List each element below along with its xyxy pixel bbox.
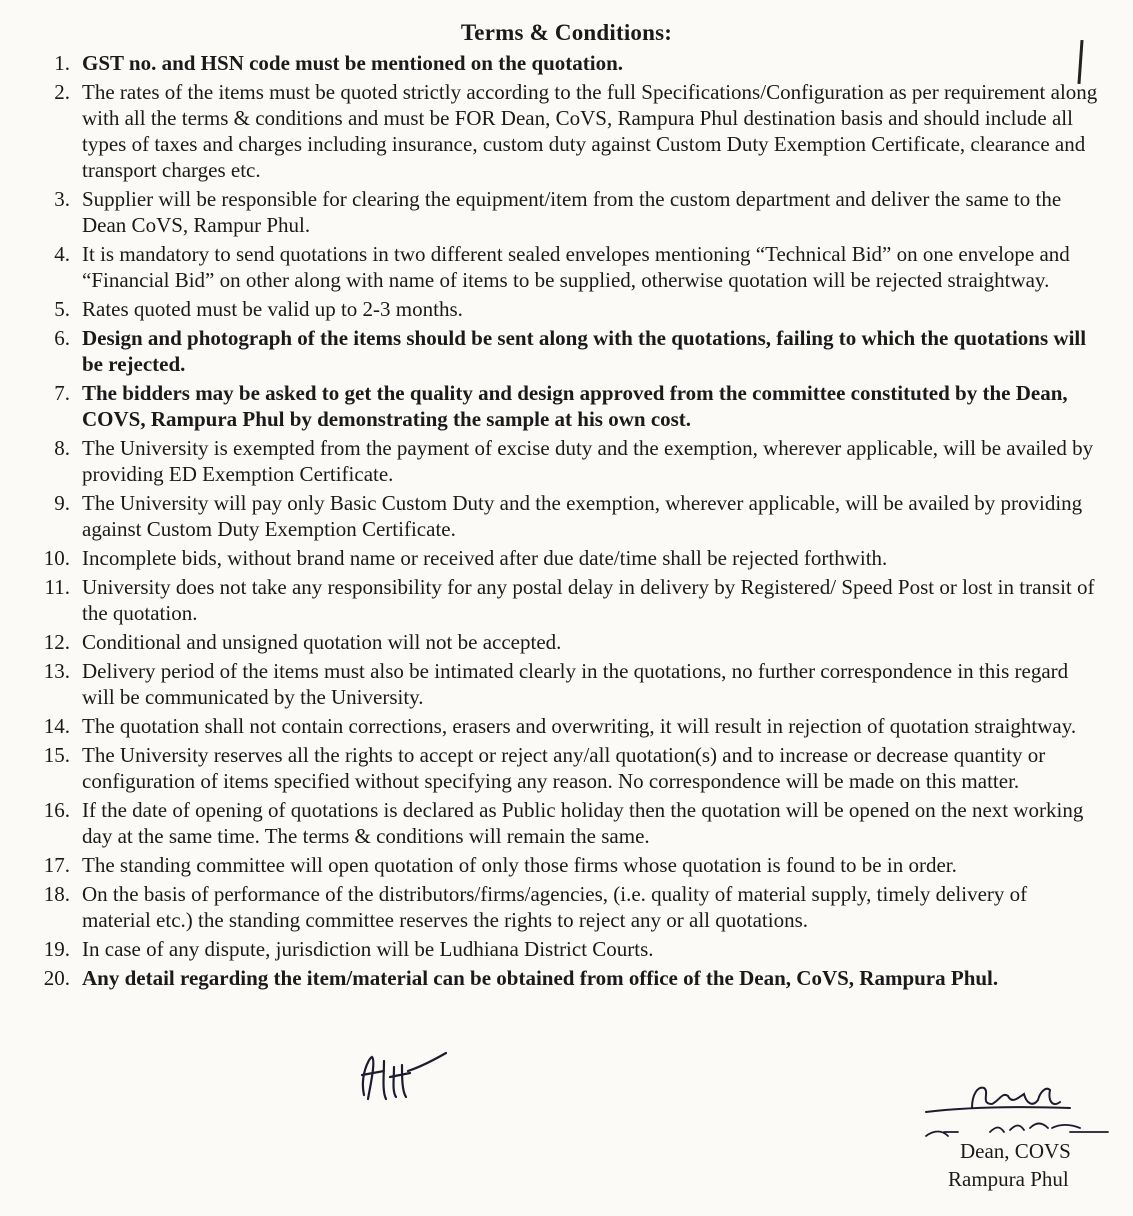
term-item: [18, 50, 1098, 76]
term-text: Any detail regarding the item/material can be obtained from office of the Dean, CoVS, Rampura Phul.: [82, 966, 999, 990]
term-text: Design and photograph of the items should be sent along with the quotations, failing to which the quotations will be rejected.: [82, 326, 1087, 376]
term-number: 3.: [54, 187, 70, 211]
term-number: 14.: [43, 714, 70, 738]
term-text: The quotation shall not contain corrections, erasers and overwriting, it will result in rejection of quotation straightway.: [82, 714, 1077, 738]
term-text: Supplier will be responsible for clearing the equipment/item from the custom department and deliver the same to the Dean CoVS, Rampur Phul.: [82, 187, 1062, 237]
term-item: [18, 380, 1098, 432]
term-text: On the basis of performance of the distributors/firms/agencies, (i.e. quality of material supply, timely delivery of material etc.) the standing committee reserves the rights to reject any or all quotations.: [82, 882, 1028, 932]
term-item: [18, 435, 1098, 487]
term-text: University does not take any responsibility for any postal delay in delivery by Registered/ Speed Post or lost in transit of the quotation.: [82, 575, 1095, 625]
term-text: Delivery period of the items must also be intimated clearly in the quotations, no further correspondence in this regard will be communicated by the University.: [82, 659, 1069, 709]
term-text: The rates of the items must be quoted strictly according to the full Specifications/Configuration as per requirement along with all the terms & conditions and must be FOR Dean, CoVS, Rampura Phul destination basis and should include all types of taxes and charges including insurance, custom duty against Custom Duty Exemption Certificate, clearance and transport charges etc.: [82, 80, 1098, 182]
term-item: [18, 713, 1098, 739]
term-text: GST no. and HSN code must be mentioned on the quotation.: [82, 51, 624, 75]
term-item: [18, 852, 1098, 878]
term-number: 1.: [54, 51, 70, 75]
term-number: 8.: [54, 436, 70, 460]
term-number: 20.: [43, 966, 70, 990]
term-text: The University will pay only Basic Custom Duty and the exemption, wherever applicable, will be availed by providing against Custom Duty Exemption Certificate.: [82, 491, 1083, 541]
term-number: 15.: [43, 743, 70, 767]
term-number: 16.: [43, 798, 70, 822]
term-item: [18, 325, 1098, 377]
initials-scribble: [350, 1047, 460, 1107]
term-item: [18, 241, 1098, 293]
signatory-designation: Dean, COVS: [960, 1139, 1071, 1163]
term-text: The University reserves all the rights to accept or reject any/all quotation(s) and to increase or decrease quantity or configuration of items specified without specifying any reason. No correspondence will be made on this matter.: [82, 743, 1046, 793]
signature-block: [920, 1078, 1110, 1196]
term-number: 2.: [54, 80, 70, 104]
term-number: 9.: [54, 491, 70, 515]
term-text: It is mandatory to send quotations in two different sealed envelopes mentioning “Technical Bid” on one envelope and “Financial Bid” on other along with name of items to be supplied, otherwise quotation will be rejected straightway.: [82, 242, 1070, 292]
term-number: 5.: [54, 297, 70, 321]
term-item: [18, 629, 1098, 655]
term-text: If the date of opening of quotations is declared as Public holiday then the quotation will be opened on the next working day at the same time. The terms & conditions will remain the same.: [82, 798, 1084, 848]
term-number: 10.: [43, 546, 70, 570]
term-item: [18, 742, 1098, 794]
signatory-place: Rampura Phul: [948, 1167, 1069, 1191]
term-item: [18, 574, 1098, 626]
term-number: 19.: [43, 937, 70, 961]
term-number: 4.: [54, 242, 70, 266]
term-number: 6.: [54, 326, 70, 350]
term-number: 18.: [43, 882, 70, 906]
term-item: [18, 79, 1098, 183]
term-text: The bidders may be asked to get the quality and design approved from the committee constituted by the Dean, COVS, Rampura Phul by demonstrating the sample at his own cost.: [82, 381, 1068, 431]
term-item: [18, 490, 1098, 542]
term-item: [18, 965, 1098, 991]
document-title: Terms & Conditions:: [460, 20, 673, 45]
term-number: 7.: [54, 381, 70, 405]
term-item: [18, 658, 1098, 710]
term-text: In case of any dispute, jurisdiction will be Ludhiana District Courts.: [82, 937, 654, 961]
term-text: Conditional and unsigned quotation will not be accepted.: [82, 630, 562, 654]
term-text: Rates quoted must be valid up to 2-3 months.: [82, 297, 463, 321]
term-number: 13.: [43, 659, 70, 683]
term-number: 17.: [43, 853, 70, 877]
handwritten-signature: [920, 1078, 1110, 1140]
term-text: Incomplete bids, without brand name or received after due date/time shall be rejected forthwith.: [82, 546, 888, 570]
term-item: [18, 881, 1098, 933]
term-text: The University is exempted from the payment of excise duty and the exemption, wherever applicable, will be availed by providing ED Exemption Certificate.: [82, 436, 1094, 486]
term-item: [18, 797, 1098, 849]
term-item: [18, 296, 1098, 322]
term-number: 12.: [43, 630, 70, 654]
term-number: 11.: [44, 575, 70, 599]
term-item: [18, 186, 1098, 238]
terms-list: [18, 50, 1098, 994]
term-item: [18, 936, 1098, 962]
term-item: [18, 545, 1098, 571]
term-text: The standing committee will open quotation of only those firms whose quotation is found to be in order.: [82, 853, 957, 877]
